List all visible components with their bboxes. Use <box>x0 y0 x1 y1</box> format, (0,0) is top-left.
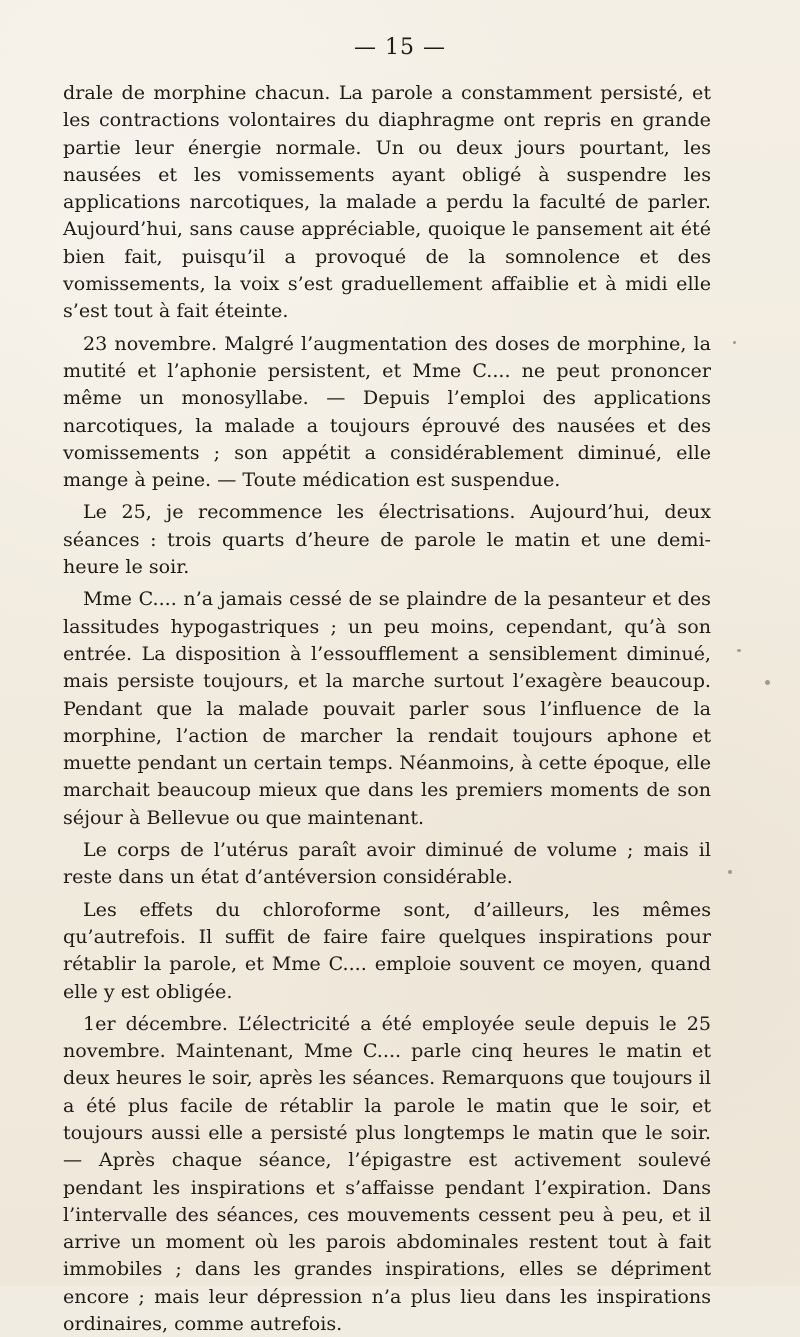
paragraph-6: Les effets du chloroforme sont, d’ailleurs, les mêmes qu’autrefois. Il suffit de faire faire quelques inspirations pour rétablir la parole, et Mme C.... emploie souvent ce moyen, quand elle y est obligée. <box>63 897 711 1003</box>
paragraph-3: Le 25, je recommence les électrisations. Aujourd’hui, deux séances : trois quarts d’heure de parole le matin et une demi-heure le soir. <box>63 500 711 579</box>
paper-speck <box>737 649 741 652</box>
page-content <box>63 79 711 1337</box>
paper-speck <box>733 341 736 344</box>
paragraph-7: 1er décembre. L’électricité a été employée seule depuis le 25 novembre. Maintenant, Mme C.... parle cinq heures le matin et deux heures le soir, après les séances. Remarquons que toujours il a été plus facile de rétablir la parole le matin que le soir, et toujours aussi elle a persisté plus longtemps le matin que le soir. — Après chaque séance, l’épigastre est activement soulevé pendant les inspirations et s’affaisse pendant l’expiration. Dans l’intervalle des séances, ces mouvements cessent peu à peu, et il arrive un moment où les parois abdominales restent tout à fait immobiles ; dans les grandes inspirations, elles se dépriment encore ; mais leur dépression n’a plus lieu dans les inspirations ordinaires, comme autrefois. <box>63 1011 711 1336</box>
page-number: — 15 — <box>354 35 446 60</box>
paper-speck <box>765 680 770 685</box>
paragraph-2: 23 novembre. Malgré l’augmentation des doses de morphine, la mutité et l’aphonie persistent, et Mme C.... ne peut prononcer même un monosyllabe. — Depuis l’emploi des applications narcotiques, la malade a toujours éprouvé des nausées et des vomissements ; son appétit a considérablement diminué, elle mange à peine. — Toute médication est suspendue. <box>63 331 711 492</box>
paper-speck <box>728 870 732 874</box>
paragraph-5: Le corps de l’utérus paraît avoir diminué de volume ; mais il reste dans un état d’antéversion considérable. <box>63 838 711 889</box>
paragraph-1: drale de morphine chacun. La parole a constamment persisté, et les contractions volontaires du diaphragme ont repris en grande partie leur énergie normale. Un ou deux jours pourtant, les nausées et les vomissements ayant obligé à suspendre les applications narcotiques, la malade a perdu la faculté de parler. Aujourd’hui, sans cause appréciable, quoique le pansement ait été bien fait, puisqu’il a provoqué de la somnolence et des vomissements, la voix s’est graduellement affaiblie et à midi elle s’est tout à fait éteinte. <box>63 81 711 323</box>
paragraph-4: Mme C.... n’a jamais cessé de se plaindre de la pesanteur et des lassitudes hypogastriques ; un peu moins, cependant, qu’à son entrée. La disposition à l’essoufflement a sensiblement diminué, mais persiste toujours, et la marche surtout l’exagère beaucoup. Pendant que la malade pouvait parler sous l’influence de la morphine, l’action de marcher la rendait toujours aphone et muette pendant un certain temps. Néanmoins, à cette époque, elle marchait beaucoup mieux que dans les premiers moments de son séjour à Bellevue ou que maintenant. <box>63 587 712 829</box>
